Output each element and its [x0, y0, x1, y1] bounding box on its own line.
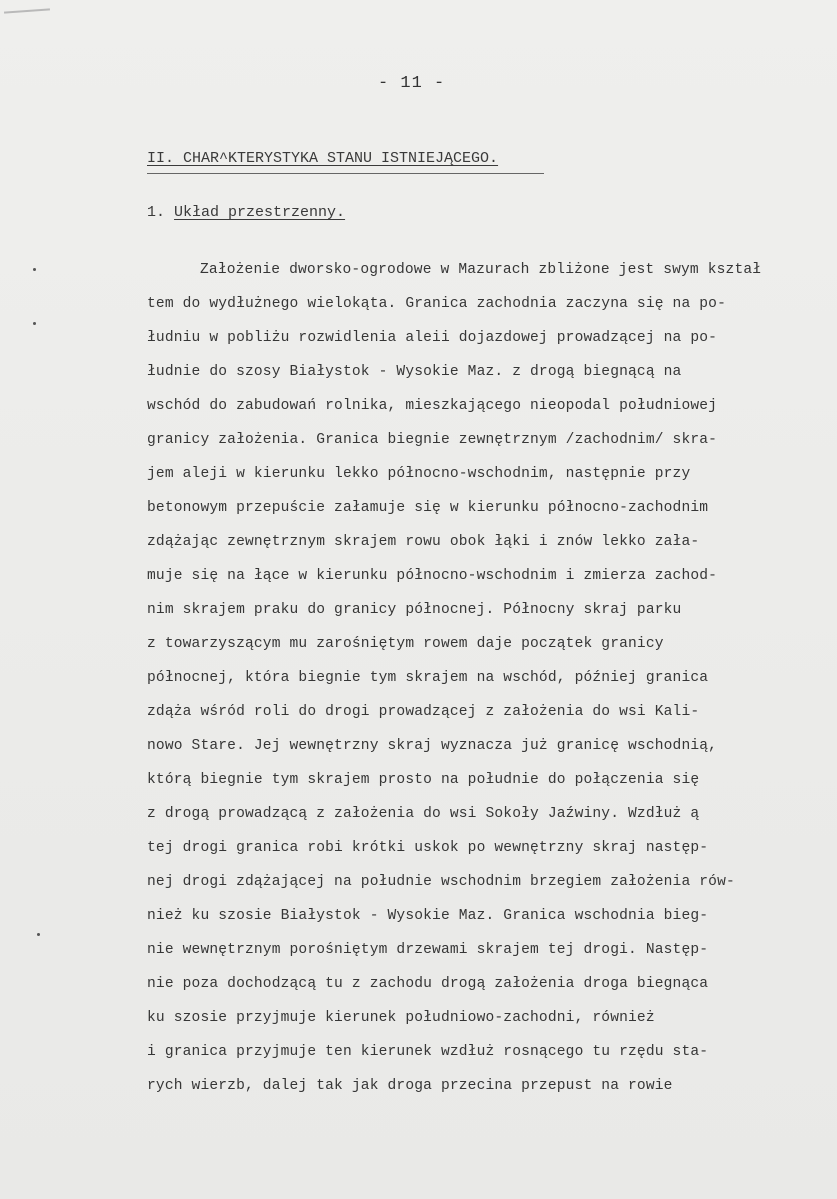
section-heading: II. CHAR^KTERYSTYKA STANU ISTNIEJĄCEGO. — [147, 150, 499, 167]
text-line: którą biegnie tym skrajem prosto na południe do połączenia się — [147, 772, 700, 788]
text-line: i granica przyjmuje ten kierunek wzdłuż rosnącego tu rzędu sta- — [147, 1044, 709, 1060]
text-line: ku szosie przyjmuje kierunek południowo-zachodni, również — [147, 1010, 655, 1026]
text-line: z towarzyszącym mu zarośniętym rowem daje początek granicy — [147, 636, 664, 652]
text-line: rych wierzb, dalej tak jak droga przecina przepust na rowie — [147, 1078, 673, 1094]
text-line: zdąża wśród roli do drogi prowadzącej z założenia do wsi Kali- — [147, 704, 700, 720]
text-line: zdążając zewnętrznym skrajem rowu obok łąki i znów lekko zała- — [147, 534, 700, 550]
text-line: nież ku szosie Białystok - Wysokie Maz. Granica wschodnia bieg- — [147, 908, 709, 924]
text-line: tem do wydłużnego wielokąta. Granica zachodnia zaczyna się na po- — [147, 296, 726, 312]
text-line: jem aleji w kierunku lekko północno-wschodnim, następnie przy — [147, 466, 691, 482]
subsection-number: 1. — [147, 204, 166, 221]
text-line: betonowym przepuście załamuje się w kierunku północno-zachodnim — [147, 500, 709, 516]
text-line: Założenie dworsko-ogrodowe w Mazurach zbliżone jest swym kształ — [200, 262, 762, 278]
text-line: nim skrajem praku do granicy północnej. Północny skraj parku — [147, 602, 682, 618]
text-line: łudnie do szosy Białystok - Wysokie Maz. z drogą biegnącą na — [147, 364, 682, 380]
subsection-title: Układ przestrzenny. — [174, 204, 346, 221]
text-line: granicy założenia. Granica biegnie zewnętrznym /zachodnim/ skra- — [147, 432, 718, 448]
text-line: łudniu w pobliżu rozwidlenia aleii dojazdowej prowadzącej na po- — [147, 330, 718, 346]
text-line: muje się na łące w kierunku północno-wschodnim i zmierza zachod- — [147, 568, 718, 584]
text-line: tej drogi granica robi krótki uskok po wewnętrzny skraj następ- — [147, 840, 709, 856]
text-line: z drogą prowadzącą z założenia do wsi Sokoły Jaźwiny. Wzdłuż ą — [147, 806, 700, 822]
text-line: nej drogi zdążającej na południe wschodnim brzegiem założenia rów- — [147, 874, 735, 890]
page-number: - 11 - — [378, 74, 446, 93]
text-line: północnej, która biegnie tym skrajem na wschód, później granica — [147, 670, 709, 686]
text-line: nie poza dochodzącą tu z zachodu drogą założenia droga biegnąca — [147, 976, 709, 992]
text-line: nowo Stare. Jej wewnętrzny skraj wyznacza już granicę wschodnią, — [147, 738, 718, 754]
text-line: nie wewnętrznym porośniętym drzewami skrajem tej drogi. Następ- — [147, 942, 709, 958]
text-line: wschód do zabudowań rolnika, mieszkającego nieopodal południowej — [147, 398, 718, 414]
